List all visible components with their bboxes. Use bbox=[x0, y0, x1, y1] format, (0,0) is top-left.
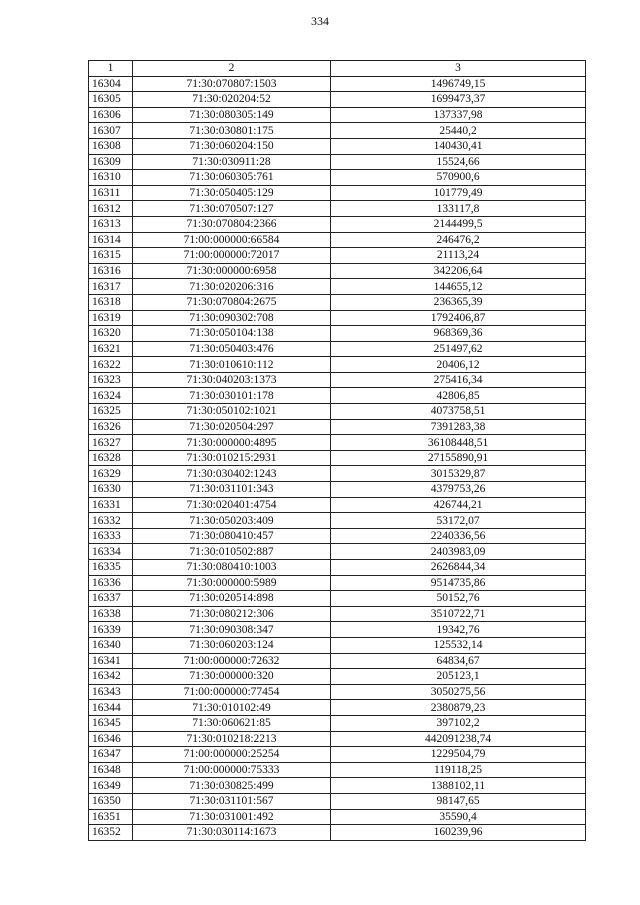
cadastral-value: 205123,1 bbox=[331, 669, 586, 685]
row-number: 16312 bbox=[89, 201, 133, 217]
table-row bbox=[89, 497, 586, 513]
table-row bbox=[89, 154, 586, 170]
cadastral-number: 71:30:080410:1003 bbox=[133, 560, 331, 576]
row-number: 16310 bbox=[89, 170, 133, 186]
cadastral-value: 1388102,11 bbox=[331, 778, 586, 794]
cadastral-number: 71:30:060621:85 bbox=[133, 715, 331, 731]
row-number: 16313 bbox=[89, 216, 133, 232]
row-number: 16308 bbox=[89, 138, 133, 154]
row-number: 16336 bbox=[89, 575, 133, 591]
row-number: 16341 bbox=[89, 653, 133, 669]
column-header-2: 2 bbox=[133, 61, 331, 77]
cadastral-value: 1229504,79 bbox=[331, 747, 586, 763]
table-row bbox=[89, 201, 586, 217]
cadastral-number: 71:30:031101:343 bbox=[133, 482, 331, 498]
row-number: 16351 bbox=[89, 809, 133, 825]
row-number: 16347 bbox=[89, 747, 133, 763]
cadastral-value: 19342,76 bbox=[331, 622, 586, 638]
cadastral-number: 71:00:000000:25254 bbox=[133, 747, 331, 763]
table-row bbox=[89, 435, 586, 451]
cadastral-number: 71:30:020514:898 bbox=[133, 591, 331, 607]
cadastral-value: 426744,21 bbox=[331, 497, 586, 513]
cadastral-number: 71:30:060204:150 bbox=[133, 138, 331, 154]
cadastral-number: 71:30:070804:2675 bbox=[133, 294, 331, 310]
cadastral-number: 71:30:040203:1373 bbox=[133, 372, 331, 388]
cadastral-number: 71:30:090302:708 bbox=[133, 310, 331, 326]
cadastral-number: 71:30:020204:52 bbox=[133, 92, 331, 108]
cadastral-number: 71:30:031001:492 bbox=[133, 809, 331, 825]
row-number: 16342 bbox=[89, 669, 133, 685]
cadastral-number: 71:30:050203:409 bbox=[133, 513, 331, 529]
table-row bbox=[89, 341, 586, 357]
cadastral-number: 71:30:050104:138 bbox=[133, 326, 331, 342]
table-row bbox=[89, 232, 586, 248]
cadastral-number: 71:30:020401:4754 bbox=[133, 497, 331, 513]
cadastral-number: 71:30:060203:124 bbox=[133, 637, 331, 653]
cadastral-value: 3510722,71 bbox=[331, 606, 586, 622]
cadastral-value: 36108448,51 bbox=[331, 435, 586, 451]
table-row bbox=[89, 216, 586, 232]
row-number: 16340 bbox=[89, 637, 133, 653]
row-number: 16346 bbox=[89, 731, 133, 747]
row-number: 16326 bbox=[89, 419, 133, 435]
row-number: 16349 bbox=[89, 778, 133, 794]
cadastral-value: 4073758,51 bbox=[331, 404, 586, 420]
row-number: 16333 bbox=[89, 528, 133, 544]
cadastral-value: 2626844,34 bbox=[331, 560, 586, 576]
cadastral-value: 42806,85 bbox=[331, 388, 586, 404]
table-row bbox=[89, 138, 586, 154]
cadastral-number: 71:00:000000:72632 bbox=[133, 653, 331, 669]
row-number: 16335 bbox=[89, 560, 133, 576]
cadastral-value: 1792406,87 bbox=[331, 310, 586, 326]
row-number: 16344 bbox=[89, 700, 133, 716]
cadastral-value: 125532,14 bbox=[331, 637, 586, 653]
cadastral-value: 1699473,37 bbox=[331, 92, 586, 108]
row-number: 16348 bbox=[89, 762, 133, 778]
cadastral-value: 397102,2 bbox=[331, 715, 586, 731]
row-number: 16334 bbox=[89, 544, 133, 560]
cadastral-value: 9514735,86 bbox=[331, 575, 586, 591]
cadastral-number: 71:30:030911:28 bbox=[133, 154, 331, 170]
row-number: 16318 bbox=[89, 294, 133, 310]
cadastral-value: 27155890,91 bbox=[331, 450, 586, 466]
cadastral-number: 71:30:080212:306 bbox=[133, 606, 331, 622]
table-row bbox=[89, 248, 586, 264]
cadastral-value: 2144499,5 bbox=[331, 216, 586, 232]
column-header-3: 3 bbox=[331, 61, 586, 77]
cadastral-number: 71:00:000000:77454 bbox=[133, 684, 331, 700]
row-number: 16327 bbox=[89, 435, 133, 451]
table-row bbox=[89, 170, 586, 186]
row-number: 16343 bbox=[89, 684, 133, 700]
table-row bbox=[89, 92, 586, 108]
cadastral-value: 236365,39 bbox=[331, 294, 586, 310]
cadastral-value: 160239,96 bbox=[331, 825, 586, 841]
cadastral-number: 71:00:000000:66584 bbox=[133, 232, 331, 248]
table-row bbox=[89, 622, 586, 638]
cadastral-number: 71:30:000000:6958 bbox=[133, 263, 331, 279]
cadastral-value: 144655,12 bbox=[331, 279, 586, 295]
header-row bbox=[89, 61, 586, 77]
table-row bbox=[89, 357, 586, 373]
cadastral-number: 71:30:060305:761 bbox=[133, 170, 331, 186]
page-number: 334 bbox=[311, 14, 329, 28]
table-row bbox=[89, 778, 586, 794]
cadastral-number: 71:30:070804:2366 bbox=[133, 216, 331, 232]
cadastral-number: 71:30:050405:129 bbox=[133, 185, 331, 201]
row-number: 16332 bbox=[89, 513, 133, 529]
cadastral-value: 53172,07 bbox=[331, 513, 586, 529]
row-number: 16306 bbox=[89, 107, 133, 123]
cadastral-value: 2380879,23 bbox=[331, 700, 586, 716]
cadastral-number: 71:00:000000:75333 bbox=[133, 762, 331, 778]
cadastral-value: 246476,2 bbox=[331, 232, 586, 248]
cadastral-number: 71:30:010610:112 bbox=[133, 357, 331, 373]
cadastral-value: 570900,6 bbox=[331, 170, 586, 186]
cadastral-value: 3015329,87 bbox=[331, 466, 586, 482]
row-number: 16325 bbox=[89, 404, 133, 420]
row-number: 16321 bbox=[89, 341, 133, 357]
table-header bbox=[89, 61, 586, 77]
cadastral-value: 21113,24 bbox=[331, 248, 586, 264]
table-row bbox=[89, 419, 586, 435]
table-row bbox=[89, 528, 586, 544]
row-number: 16329 bbox=[89, 466, 133, 482]
cadastral-number: 71:30:000000:5989 bbox=[133, 575, 331, 591]
cadastral-number: 71:30:010102:49 bbox=[133, 700, 331, 716]
table-row bbox=[89, 372, 586, 388]
table-row bbox=[89, 513, 586, 529]
table-row bbox=[89, 809, 586, 825]
cadastral-number: 71:30:020206:316 bbox=[133, 279, 331, 295]
table-body bbox=[89, 76, 586, 840]
row-number: 16309 bbox=[89, 154, 133, 170]
table-row bbox=[89, 123, 586, 139]
table-row bbox=[89, 482, 586, 498]
table-row bbox=[89, 684, 586, 700]
cadastral-value: 15524,66 bbox=[331, 154, 586, 170]
row-number: 16315 bbox=[89, 248, 133, 264]
cadastral-value: 3050275,56 bbox=[331, 684, 586, 700]
row-number: 16323 bbox=[89, 372, 133, 388]
row-number: 16331 bbox=[89, 497, 133, 513]
cadastral-number: 71:30:020504:297 bbox=[133, 419, 331, 435]
table-row bbox=[89, 669, 586, 685]
table-row bbox=[89, 294, 586, 310]
table-row bbox=[89, 326, 586, 342]
row-number: 16320 bbox=[89, 326, 133, 342]
cadastral-value: 140430,41 bbox=[331, 138, 586, 154]
table-row bbox=[89, 310, 586, 326]
cadastral-value: 133117,8 bbox=[331, 201, 586, 217]
row-number: 16311 bbox=[89, 185, 133, 201]
cadastral-value: 7391283,38 bbox=[331, 419, 586, 435]
cadastral-number: 71:30:050102:1021 bbox=[133, 404, 331, 420]
cadastral-number: 71:30:030801:175 bbox=[133, 123, 331, 139]
cadastral-value: 968369,36 bbox=[331, 326, 586, 342]
row-number: 16317 bbox=[89, 279, 133, 295]
cadastral-number: 71:30:010218:2213 bbox=[133, 731, 331, 747]
table-row bbox=[89, 637, 586, 653]
row-number: 16316 bbox=[89, 263, 133, 279]
table-row bbox=[89, 762, 586, 778]
cadastral-number: 71:30:010502:887 bbox=[133, 544, 331, 560]
table-row bbox=[89, 544, 586, 560]
cadastral-value: 4379753,26 bbox=[331, 482, 586, 498]
row-number: 16314 bbox=[89, 232, 133, 248]
row-number: 16350 bbox=[89, 793, 133, 809]
cadastral-value: 25440,2 bbox=[331, 123, 586, 139]
cadastral-number: 71:30:090308:347 bbox=[133, 622, 331, 638]
cadastral-value: 251497,62 bbox=[331, 341, 586, 357]
row-number: 16307 bbox=[89, 123, 133, 139]
cadastral-value: 50152,76 bbox=[331, 591, 586, 607]
cadastral-number: 71:30:000000:4895 bbox=[133, 435, 331, 451]
cadastral-value: 442091238,74 bbox=[331, 731, 586, 747]
table-row bbox=[89, 185, 586, 201]
cadastral-number: 71:30:070807:1503 bbox=[133, 76, 331, 92]
cadastral-number: 71:30:030114:1673 bbox=[133, 825, 331, 841]
table-row bbox=[89, 388, 586, 404]
cadastral-number: 71:30:030825:499 bbox=[133, 778, 331, 794]
cadastral-value: 98147,65 bbox=[331, 793, 586, 809]
cadastral-number: 71:30:030101:178 bbox=[133, 388, 331, 404]
cadastral-value: 119118,25 bbox=[331, 762, 586, 778]
table-row bbox=[89, 700, 586, 716]
row-number: 16324 bbox=[89, 388, 133, 404]
cadastral-value: 101779,49 bbox=[331, 185, 586, 201]
cadastral-number: 71:30:030402:1243 bbox=[133, 466, 331, 482]
cadastral-value: 2403983,09 bbox=[331, 544, 586, 560]
cadastral-value: 1496749,15 bbox=[331, 76, 586, 92]
table-row bbox=[89, 404, 586, 420]
cadastral-number: 71:30:000000:320 bbox=[133, 669, 331, 685]
table-row bbox=[89, 606, 586, 622]
row-number: 16352 bbox=[89, 825, 133, 841]
cadastral-value: 20406,12 bbox=[331, 357, 586, 373]
row-number: 16322 bbox=[89, 357, 133, 373]
row-number: 16338 bbox=[89, 606, 133, 622]
row-number: 16305 bbox=[89, 92, 133, 108]
cadastral-number: 71:30:080305:149 bbox=[133, 107, 331, 123]
table-row bbox=[89, 747, 586, 763]
row-number: 16328 bbox=[89, 450, 133, 466]
cadastral-number: 71:00:000000:72017 bbox=[133, 248, 331, 264]
cadastral-number: 71:30:070507:127 bbox=[133, 201, 331, 217]
column-header-1: 1 bbox=[89, 61, 133, 77]
cadastral-number: 71:30:080410:457 bbox=[133, 528, 331, 544]
row-number: 16319 bbox=[89, 310, 133, 326]
table-row bbox=[89, 793, 586, 809]
cadastral-value: 35590,4 bbox=[331, 809, 586, 825]
row-number: 16339 bbox=[89, 622, 133, 638]
table-row bbox=[89, 279, 586, 295]
table-row bbox=[89, 466, 586, 482]
cadastral-value: 137337,98 bbox=[331, 107, 586, 123]
table-row bbox=[89, 825, 586, 841]
row-number: 16304 bbox=[89, 76, 133, 92]
table-row bbox=[89, 450, 586, 466]
row-number: 16330 bbox=[89, 482, 133, 498]
cadastral-number: 71:30:010215:2931 bbox=[133, 450, 331, 466]
table-row bbox=[89, 107, 586, 123]
cadastral-value: 64834,67 bbox=[331, 653, 586, 669]
table-row bbox=[89, 76, 586, 92]
row-number: 16345 bbox=[89, 715, 133, 731]
cadastral-number: 71:30:050403:476 bbox=[133, 341, 331, 357]
cadastral-value-table bbox=[88, 60, 586, 841]
table-row bbox=[89, 653, 586, 669]
cadastral-value: 2240336,56 bbox=[331, 528, 586, 544]
cadastral-number: 71:30:031101:567 bbox=[133, 793, 331, 809]
table-row bbox=[89, 731, 586, 747]
table-row bbox=[89, 560, 586, 576]
cadastral-value: 342206,64 bbox=[331, 263, 586, 279]
table-row bbox=[89, 263, 586, 279]
cadastral-value: 275416,34 bbox=[331, 372, 586, 388]
table-row bbox=[89, 715, 586, 731]
table-row bbox=[89, 591, 586, 607]
table-row bbox=[89, 575, 586, 591]
row-number: 16337 bbox=[89, 591, 133, 607]
